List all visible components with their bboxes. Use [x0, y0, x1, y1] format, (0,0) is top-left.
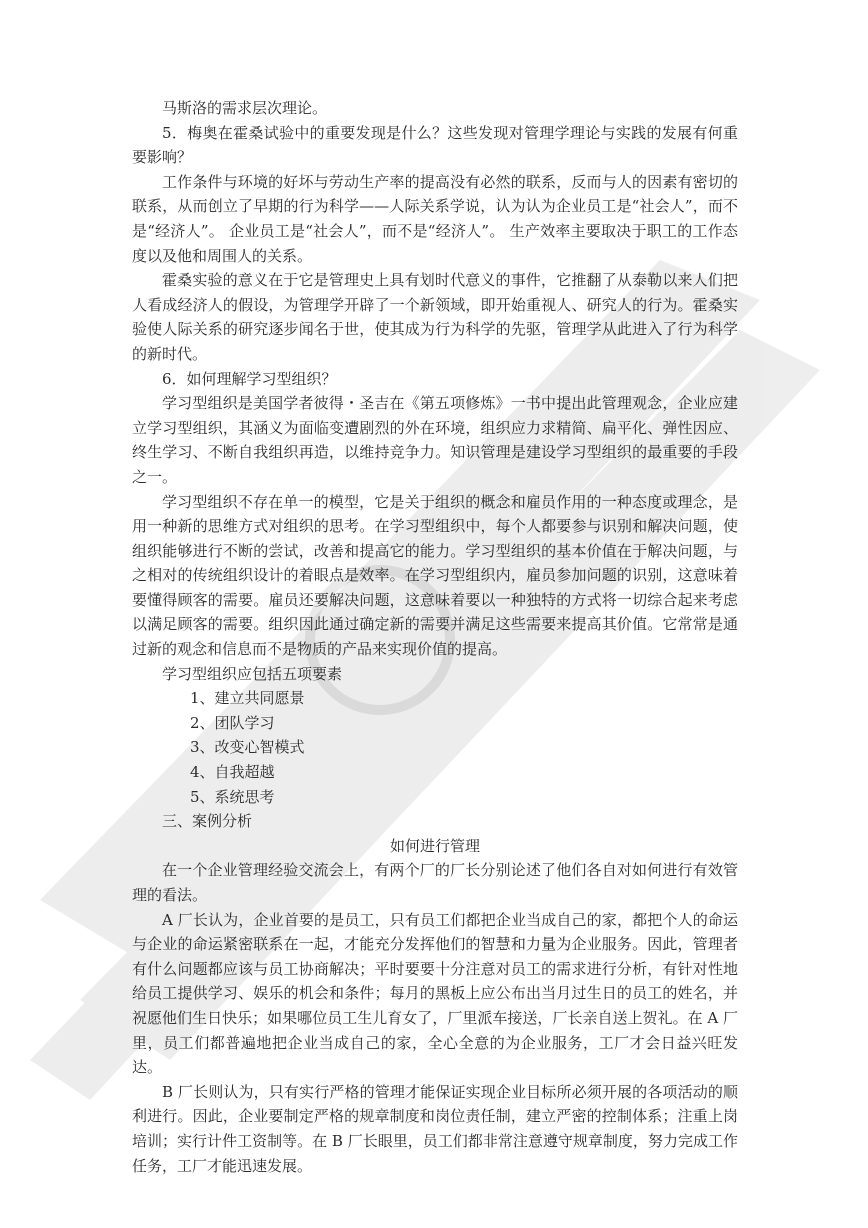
paragraph: A 厂长认为，企业首要的是员工，只有员工们都把企业当成自己的家，都把个人的命运与企业的命运紧密联系在一起，才能充分发挥他们的智慧和力量为企业服务。因此，管理者有什么问题都应该与员工协商解决；平时要要十分注意对员工的需求进行分析，有针对性地给员工提供学习、娱乐的机会和条件；每月的黑板上应公布出当月过生日的员工的姓名，并祝愿他们生日快乐；如果哪位员工生儿育女了，厂里派车接送，厂长亲自送上贺礼。在 A 厂里，员工们都普遍地把企业当成自己的家，全心全意的为企业服务，工厂才会日益兴旺发达。 — [132, 910, 738, 1077]
question-6: 6．如何理解学习型组织？ — [162, 369, 337, 388]
list-item: 3、改变心智模式 — [190, 738, 305, 757]
paragraph: 霍桑实验的意义在于它是管理史上具有划时代意义的事件，它推翻了从泰勒以来人们把人看成经济人的假设，为管理学开辟了一个新领域，即开始重视人、研究人的行为。霍桑实验使人际关系的研究逐步闻名于世，使其成为行为科学的先驱，管理学从此进入了行为科学的新时代。 — [132, 271, 738, 363]
element-list — [132, 686, 738, 809]
document-page — [132, 96, 738, 1178]
case-title: 如何进行管理 — [389, 836, 480, 855]
paragraph: 在一个企业管理经验交流会上，有两个厂的厂长分别论述了他们各自对如何进行有效管理的看法。 — [132, 861, 738, 904]
paragraph: 学习型组织不存在单一的模型，它是关于组织的概念和雇员作用的一种态度或理念，是用一种新的思维方式对组织的思考。在学习型组织中，每个人都要参与识别和解决问题，使组织能够进行不断的尝试，改善和提高它的能力。学习型组织的基本价值在于解决问题，与之相对的传统组织设计的着眼点是效率。在学习型组织内，雇员参加问题的识别，这意味着要懂得顾客的需要。雇员还要解决问题，这意味着要以一种独特的方式将一切综合起来考虑以满足顾客的需要。组织因此通过确定新的需要并满足这些需要来提高其价值。它常常是通过新的观念和信息而不是物质的产品来实现价值的提高。 — [132, 492, 738, 659]
list-item: 1、建立共同愿景 — [190, 689, 305, 708]
paragraph: 马斯洛的需求层次理论。 — [162, 99, 328, 117]
section-heading: 三、案例分析 — [162, 812, 253, 831]
list-item: 2、团队学习 — [190, 713, 275, 732]
list-item: 5、系统思考 — [190, 787, 275, 806]
paragraph: B 厂长则认为，只有实行严格的管理才能保证实现企业目标所必须开展的各项活动的顺利进行。因此，企业要制定严格的规章制度和岗位责任制，建立严密的控制体系；注重上岗培训；实行计件工资制等。在 B 厂长眼里，员工们都非常注意遵守规章制度，努力完成工作任务，工厂才能迅速发展。 — [132, 1082, 738, 1175]
paragraph: 工作条件与环境的好坏与劳动生产率的提高没有必然的联系，反而与人的因素有密切的联系，从而创立了早期的行为科学——人际关系学说，认为认为企业员工是“社会人”，而不是“经济人”。 企业员工是“社会人”，而不是“经济人”。 生产效率主要取决于职工的工作态度以及他和周围人的关系。 — [132, 172, 738, 265]
list-item: 4、自我超越 — [190, 763, 275, 782]
paragraph: 学习型组织是美国学者彼得・圣吉在《第五项修炼》一书中提出此管理观念，企业应建立学习型组织，其涵义为面临变遭剧烈的外在环境，组织应力求精简、扁平化、弹性因应、终生学习、不断自我组织再造，以维持竞争力。知识管理是建设学习型组织的最重要的手段之一。 — [132, 394, 738, 486]
paragraph: 学习型组织应包括五项要素 — [162, 664, 343, 683]
question-5: 5．梅奥在霍桑试验中的重要发现是什么？这些发现对管理学理论与实践的发展有何重要影响？ — [132, 123, 738, 167]
